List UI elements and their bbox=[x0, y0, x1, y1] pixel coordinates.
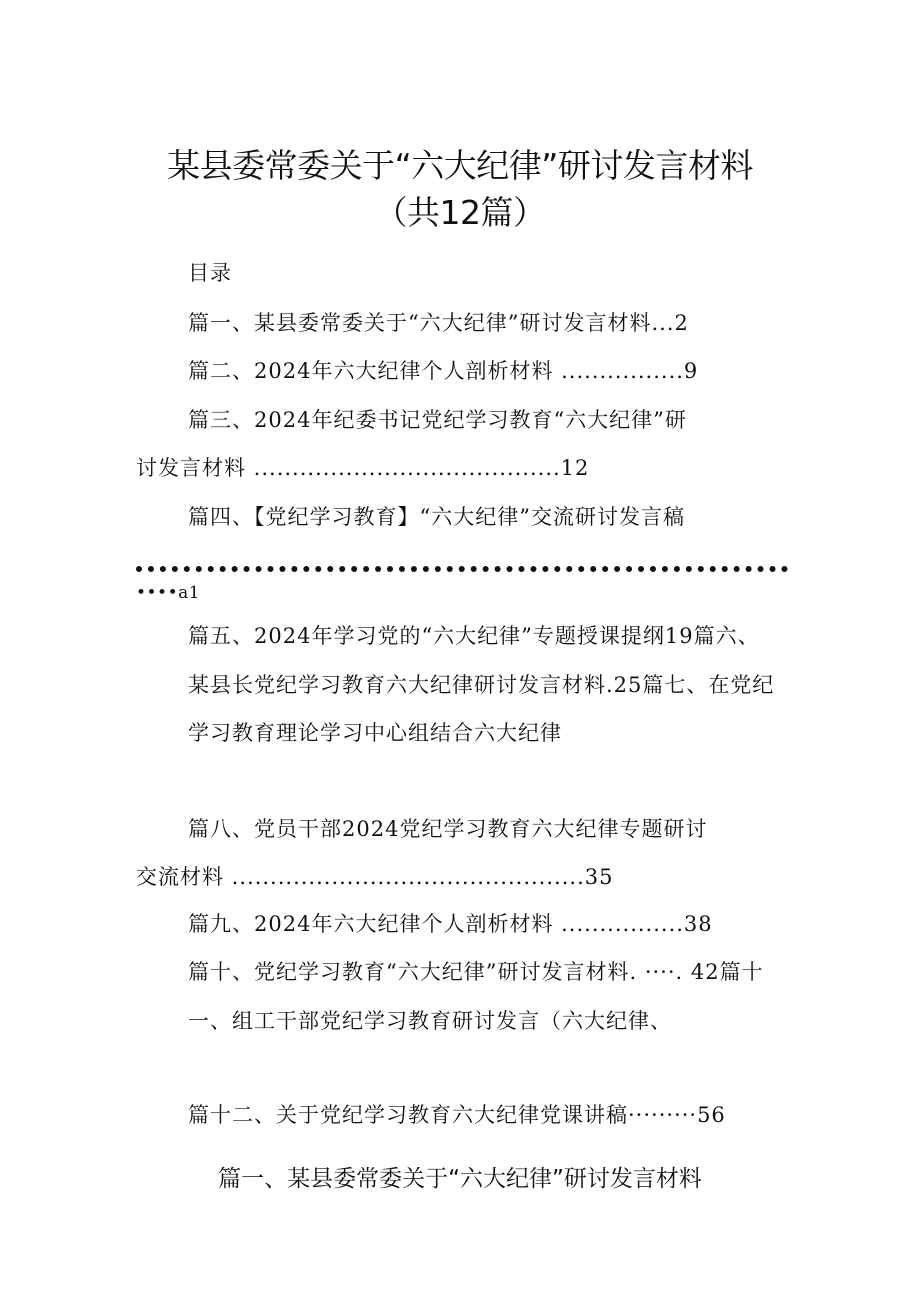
document-title-line1: 某县委常委关于“六大纪律”研讨发言材料 bbox=[167, 146, 753, 185]
toc-entry-10[interactable]: 篇十、党纪学习教育“六大纪律”研讨发言材料. ····. 42篇十 bbox=[188, 960, 764, 984]
toc-entry-11[interactable]: 一、组工干部党纪学习教育研讨发言（六大纪律、 bbox=[188, 1009, 672, 1033]
document-title-line2: （共12篇） bbox=[374, 193, 546, 232]
toc-entry-3[interactable]: 篇三、2024年纪委书记党纪学习教育“六大纪律”研 bbox=[188, 408, 687, 432]
toc-entry-12[interactable]: 篇十二、关于党纪学习教育六大纪律党课讲稿·········56 bbox=[188, 1103, 726, 1127]
toc-entry-7[interactable]: 学习教育理论学习中心组结合六大纪律 bbox=[188, 721, 562, 745]
toc-entry-6[interactable]: 某县长党纪学习教育六大纪律研讨发言材料.25篇七、在党纪 bbox=[188, 673, 775, 697]
toc-entry-5[interactable]: 篇五、2024年学习党的“六大纪律”专题授课提纲19篇六、 bbox=[188, 624, 760, 648]
toc-entry-8-cont[interactable]: 交流材料 ..............................................35 bbox=[136, 865, 614, 889]
toc-entry-3-cont[interactable]: 讨发言材料 ........................................12 bbox=[136, 456, 590, 480]
toc-entry-2[interactable]: 篇二、2024年六大纪律个人剖析材料 ................9 bbox=[188, 359, 699, 383]
toc-entry-1[interactable]: 篇一、某县委常委关于“六大纪律”研讨发言材料...2 bbox=[188, 311, 689, 335]
toc-entry-4-page[interactable]: ••••a1 bbox=[136, 583, 201, 603]
toc-entry-4[interactable]: 篇四、【党纪学习教育】“六大纪律”交流研讨发言稿 bbox=[188, 505, 685, 529]
toc-entry-8[interactable]: 篇八、党员干部2024党纪学习教育六大纪律专题研讨 bbox=[188, 817, 708, 841]
toc-heading: 目录 bbox=[188, 261, 232, 285]
toc-entry-9[interactable]: 篇九、2024年六大纪律个人剖析材料 ................38 bbox=[188, 912, 713, 936]
section-heading: 篇一、某县委常委关于“六大纪律”研讨发言材料 bbox=[218, 1166, 702, 1192]
toc-dot-leader bbox=[136, 566, 788, 572]
